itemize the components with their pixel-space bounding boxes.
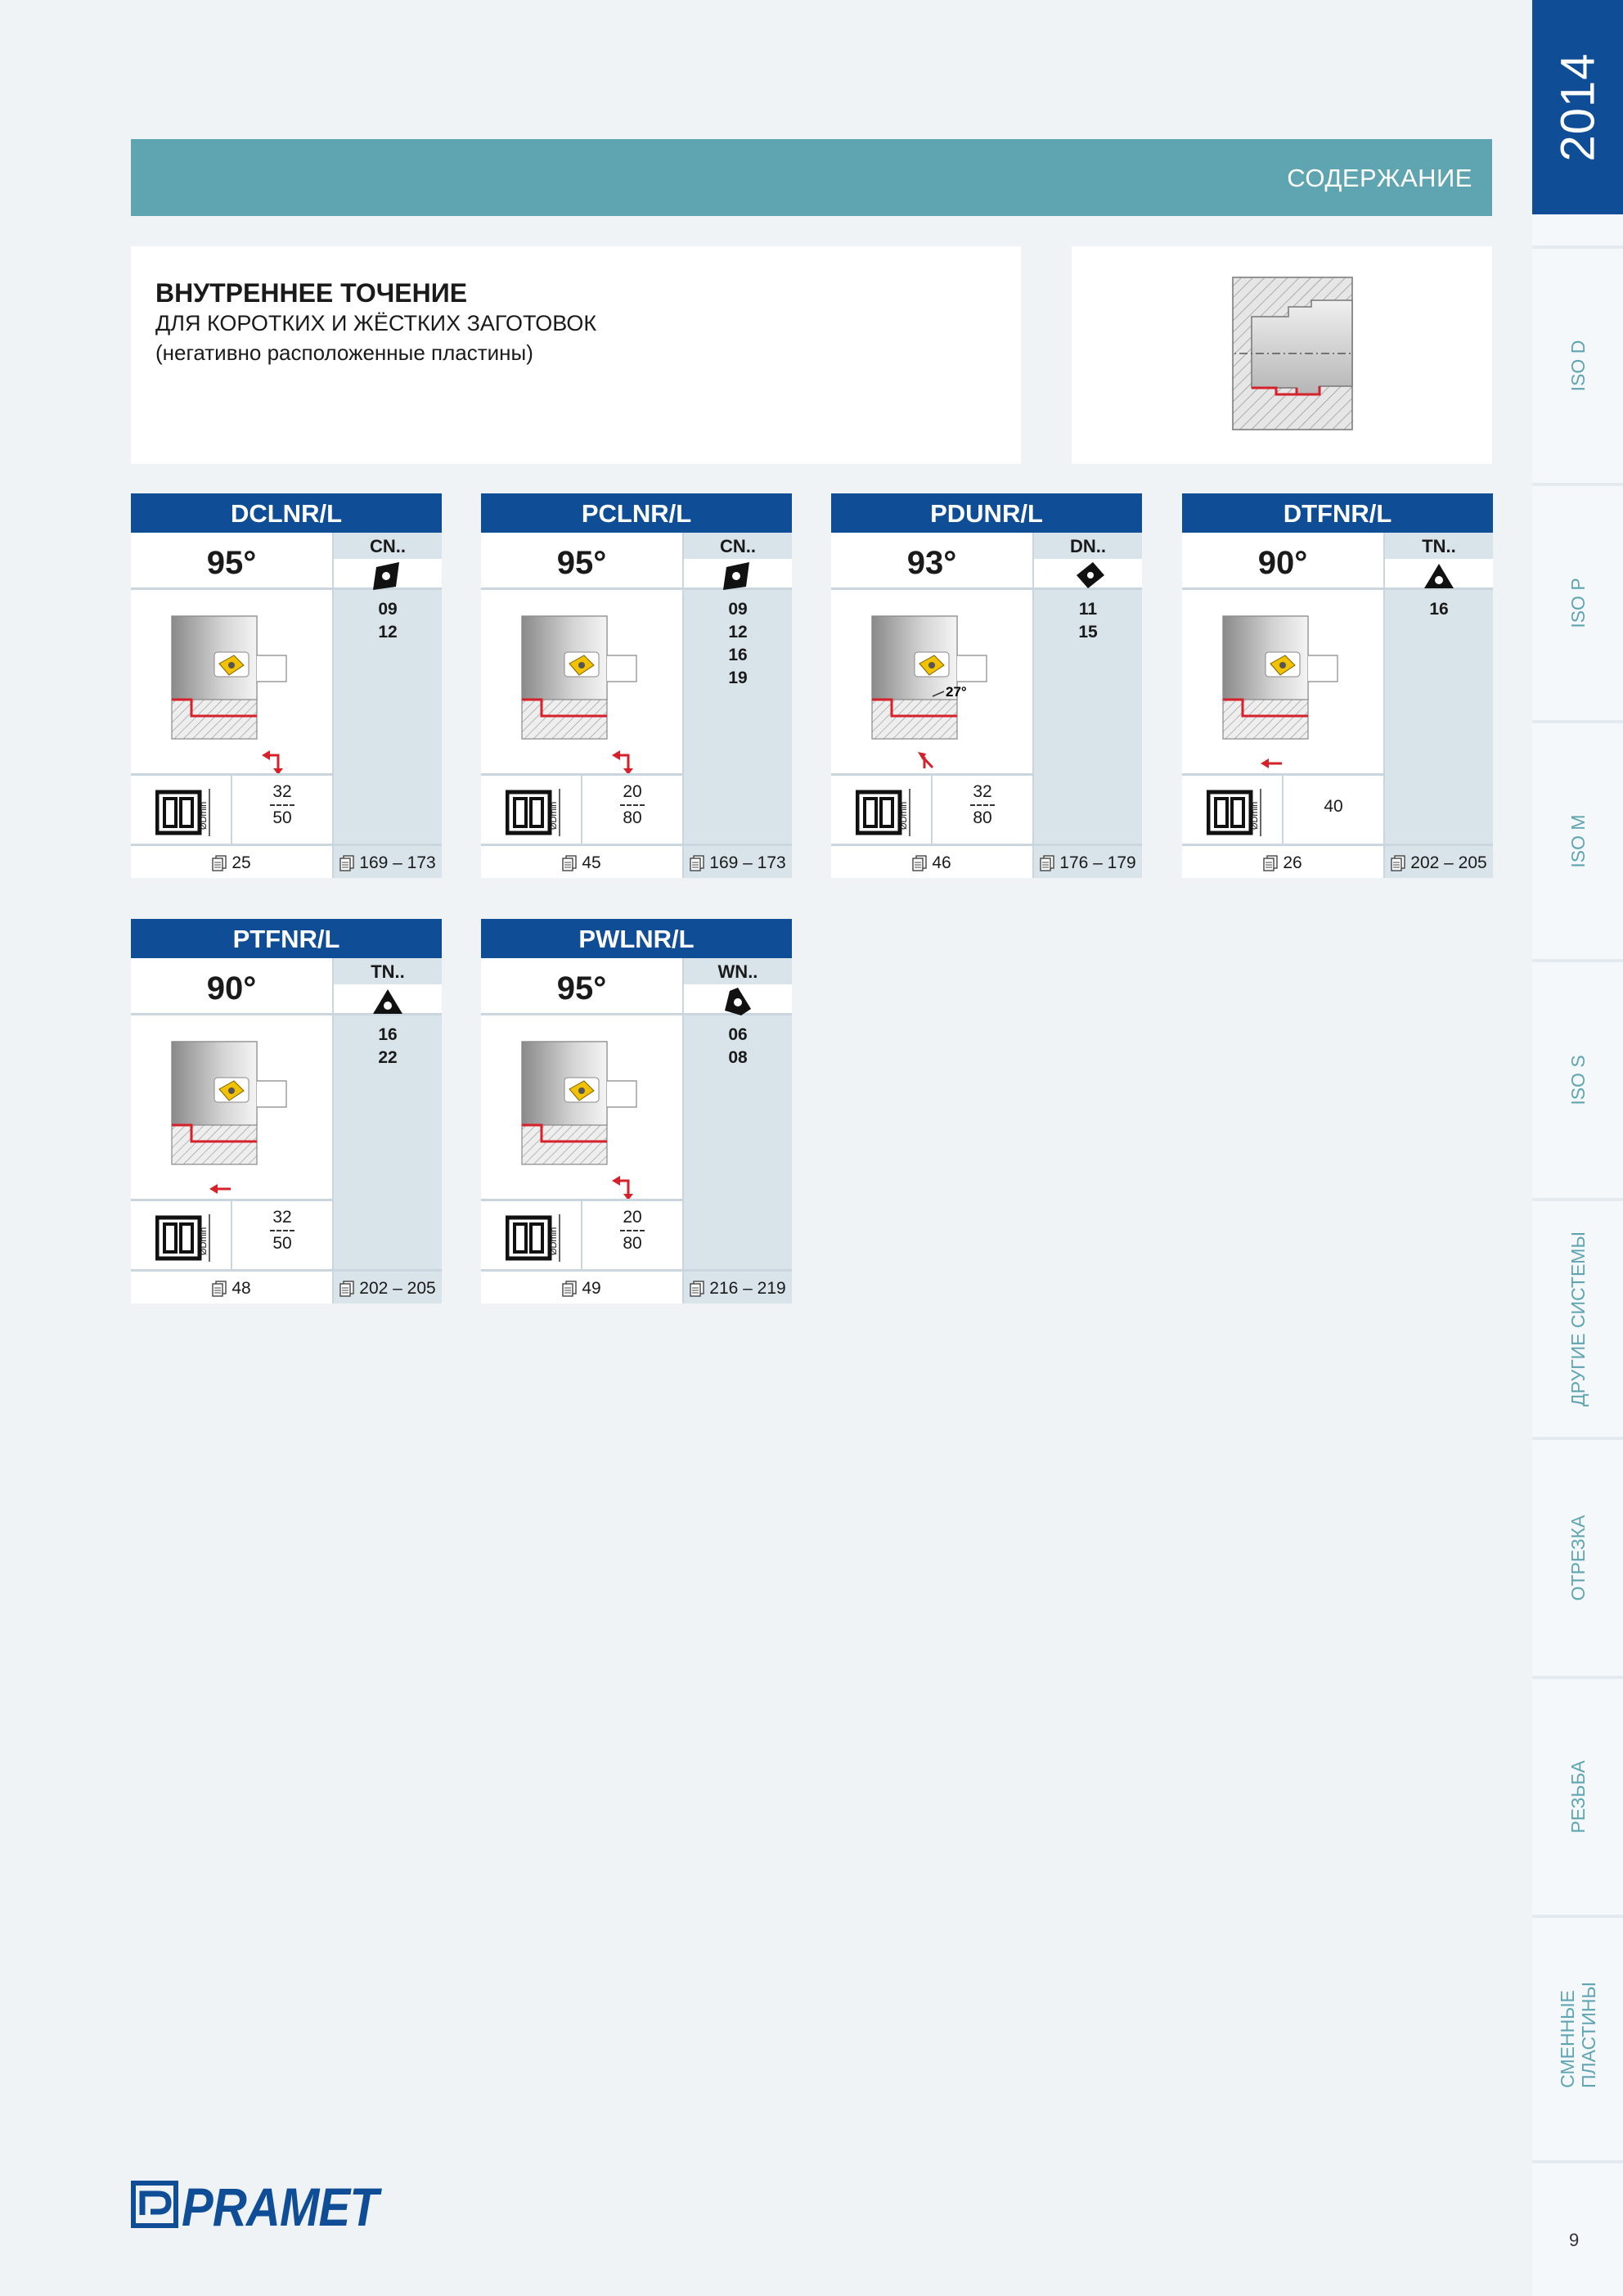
svg-text:ØDmin: ØDmin (549, 1227, 559, 1255)
insert-code: WN.. (717, 961, 758, 982)
tool-illustration (1207, 600, 1362, 776)
insert-shape-row (334, 559, 442, 590)
tool-card[interactable] (1182, 493, 1493, 878)
min-bore-diameter-icon (506, 787, 573, 838)
pramet-logo-icon (131, 2181, 178, 2228)
catalog-page-icon (339, 855, 354, 871)
fraction-bar (620, 804, 645, 806)
tool-illustration-wrap (155, 600, 311, 780)
tool-card[interactable] (131, 919, 442, 1303)
tool-page-ref[interactable]: 49 (481, 1272, 682, 1306)
svg-text:ØDmin: ØDmin (1250, 801, 1260, 830)
logo-text: PRAMET (182, 2177, 378, 2237)
intro-note: (негативно расположенные пластины) (155, 340, 533, 365)
svg-text:ØDmin: ØDmin (549, 801, 559, 830)
section-header-band (131, 139, 1492, 216)
insert-size: 22 (378, 1048, 398, 1067)
card-footer (481, 844, 792, 878)
internal-turning-scheme-image (1231, 276, 1354, 431)
svg-text:ØDmin: ØDmin (199, 1227, 209, 1255)
min-bore-diameter-icon (856, 787, 923, 838)
insert-shape-row (1034, 559, 1142, 590)
tool-page-ref[interactable]: 46 (831, 846, 1032, 880)
min-bore-row (481, 1199, 682, 1269)
sidebar-tab-iso-s[interactable]: ISO S (1532, 959, 1623, 1198)
card-footer (1182, 844, 1493, 878)
insert-code: CN.. (370, 536, 406, 556)
dmin-value-min: 20 (623, 782, 642, 801)
insert-code: TN.. (371, 961, 405, 982)
angle-27-label: 27° (946, 684, 967, 700)
insert-size: 15 (1078, 623, 1098, 642)
catalog-page-icon (212, 855, 227, 871)
insert-size: 16 (378, 1025, 398, 1044)
min-bore-diameter-icon (1207, 787, 1274, 838)
sidebar-tab-threading[interactable]: РЕЗЬБА (1532, 1676, 1623, 1915)
fraction-bar (970, 804, 995, 806)
dmin-values (933, 784, 1032, 826)
catalog-page-icon (212, 1281, 227, 1297)
dmin-value-min: 32 (973, 782, 992, 801)
intro-box (131, 246, 1021, 464)
tool-illustration-wrap (1207, 600, 1362, 780)
dmin-values (232, 1209, 332, 1252)
sidebar-tab-other-systems[interactable]: ДРУГИЕ СИСТЕМЫ (1532, 1198, 1623, 1437)
insert-size: 09 (378, 600, 398, 619)
dmin-values (232, 784, 332, 826)
tool-illustration-wrap (856, 600, 1011, 780)
tool-page-ref[interactable]: 25 (131, 846, 332, 880)
approach-angle: 93° (831, 533, 1032, 590)
insert-shape-row (684, 984, 792, 1015)
insert-sizes (334, 1024, 442, 1069)
tool-illustration (155, 600, 311, 776)
insert-pages-ref[interactable]: 202 – 205 (1385, 846, 1493, 880)
dmin-values (582, 1209, 682, 1252)
insert-size: 12 (378, 623, 398, 642)
card-footer (131, 844, 442, 878)
insert-size: 11 (1078, 600, 1098, 619)
insert-shape-icon (720, 560, 756, 592)
tool-illustration-wrap (506, 600, 661, 780)
card-footer (481, 1269, 792, 1303)
insert-pages-ref[interactable]: 202 – 205 (334, 1272, 442, 1306)
sidebar-tab-iso-p[interactable]: ISO P (1532, 483, 1623, 720)
insert-size: 09 (728, 600, 748, 619)
sidebar-tab-iso-m[interactable]: ISO M (1532, 720, 1623, 959)
approach-angle: 90° (1182, 533, 1383, 590)
tool-illustration (856, 600, 1011, 776)
tool-card[interactable] (831, 493, 1142, 878)
insert-sizes (334, 598, 442, 644)
insert-size: 08 (728, 1048, 748, 1067)
insert-sizes (684, 1024, 792, 1069)
svg-text:ØDmin: ØDmin (899, 801, 909, 830)
tool-illustration-wrap (155, 1025, 311, 1205)
tool-card[interactable] (481, 493, 792, 878)
tool-illustration-wrap (506, 1025, 661, 1205)
insert-pages-ref[interactable]: 169 – 173 (334, 846, 442, 880)
tool-page-ref[interactable]: 26 (1182, 846, 1383, 880)
insert-size: 12 (728, 623, 748, 642)
insert-shape-row (334, 984, 442, 1015)
approach-angle: 90° (131, 958, 332, 1015)
approach-angle: 95° (481, 533, 682, 590)
tool-code[interactable]: DCLNR/L (131, 493, 442, 533)
approach-angle: 95° (481, 958, 682, 1015)
min-bore-diameter-icon (506, 1213, 573, 1263)
catalog-page-icon (1263, 855, 1278, 871)
insert-code: DN.. (1070, 536, 1106, 556)
svg-text:ØDmin: ØDmin (199, 801, 209, 830)
insert-shape-row (684, 559, 792, 590)
insert-size: 16 (1429, 600, 1449, 619)
dmin-values (582, 784, 682, 826)
page-number: 9 (1569, 2230, 1580, 2250)
dmin-value-max: 80 (973, 808, 992, 827)
dmin-value-min: 32 (272, 1208, 292, 1227)
intro-title: ВНУТРЕННЕЕ ТОЧЕНИЕ (155, 278, 468, 308)
insert-pages-ref[interactable]: 169 – 173 (684, 846, 792, 880)
insert-shape-icon (370, 986, 406, 1017)
dmin-value-max: 80 (623, 1234, 642, 1253)
min-bore-row (1182, 773, 1383, 844)
tool-illustration (506, 600, 661, 776)
sidebar-tab-iso-d[interactable]: ISO D (1532, 245, 1623, 483)
insert-shape-icon (370, 560, 406, 592)
catalog-page-icon (912, 855, 927, 871)
dmin-value-max: 50 (272, 808, 292, 827)
dmin-value-min: 32 (272, 782, 292, 801)
insert-sizes (1034, 598, 1142, 644)
insert-size: 19 (728, 669, 748, 687)
insert-shape-icon (1070, 560, 1106, 592)
section-label: СОДЕРЖАНИЕ (1287, 164, 1472, 192)
tool-illustration (155, 1025, 311, 1201)
min-bore-row (831, 773, 1032, 844)
tool-illustration (506, 1025, 661, 1201)
fraction-bar (270, 804, 294, 806)
card-footer (831, 844, 1142, 878)
tool-code[interactable]: PCLNR/L (481, 493, 792, 533)
tool-page-ref[interactable]: 45 (481, 846, 682, 880)
insert-sizes (1385, 598, 1493, 621)
catalog-page-icon (690, 855, 704, 871)
tool-code[interactable]: PWLNR/L (481, 919, 792, 958)
min-bore-row (131, 773, 332, 844)
dmin-value-max: 50 (272, 1234, 292, 1253)
dmin-value-max: 80 (623, 808, 642, 827)
fraction-bar (270, 1230, 294, 1231)
tool-page-ref[interactable]: 48 (131, 1272, 332, 1306)
sidebar-footer (1532, 2160, 1623, 2296)
catalog-page-icon (1040, 855, 1054, 871)
tool-card[interactable] (481, 919, 792, 1303)
pramet-logo (131, 2177, 401, 2237)
catalog-page-icon (1391, 855, 1405, 871)
insert-pages-ref[interactable]: 216 – 219 (684, 1272, 792, 1306)
sidebar-tab-inserts[interactable]: СМЕННЫЕ ПЛАСТИНЫ (1532, 1915, 1623, 2160)
insert-shape-icon (720, 986, 756, 1017)
min-bore-diameter-icon (155, 787, 223, 838)
insert-code: CN.. (720, 536, 756, 556)
insert-code: TN.. (1422, 536, 1456, 556)
dmin-values (1284, 784, 1383, 815)
machining-scheme-box (1072, 246, 1492, 464)
min-bore-row (481, 773, 682, 844)
catalog-page-icon (690, 1281, 704, 1297)
insert-size: 16 (728, 646, 748, 664)
fraction-bar (620, 1230, 645, 1231)
tool-code[interactable]: DTFNR/L (1182, 493, 1493, 533)
approach-angle: 95° (131, 533, 332, 590)
insert-shape-row (1385, 559, 1493, 590)
min-bore-diameter-icon (155, 1213, 223, 1263)
intro-subtitle: ДЛЯ КОРОТКИХ И ЖЁСТКИХ ЗАГОТОВОК (155, 311, 597, 335)
year-tab[interactable] (1532, 0, 1623, 214)
insert-size: 06 (728, 1025, 748, 1044)
insert-shape-icon (1421, 560, 1457, 592)
min-bore-row (131, 1199, 332, 1269)
tool-code[interactable]: PTFNR/L (131, 919, 442, 958)
catalog-page-icon (562, 1281, 577, 1297)
dmin-value-min: 40 (1324, 797, 1343, 816)
card-footer (131, 1269, 442, 1303)
catalog-page-icon (339, 1281, 354, 1297)
tool-card[interactable] (131, 493, 442, 878)
dmin-value-min: 20 (623, 1208, 642, 1227)
year-label: 2014 (1551, 52, 1604, 162)
sidebar-tab-parting[interactable]: ОТРЕЗКА (1532, 1437, 1623, 1676)
tool-code[interactable]: PDUNR/L (831, 493, 1142, 533)
insert-pages-ref[interactable]: 176 – 179 (1034, 846, 1142, 880)
catalog-page-icon (562, 855, 577, 871)
insert-sizes (684, 598, 792, 690)
